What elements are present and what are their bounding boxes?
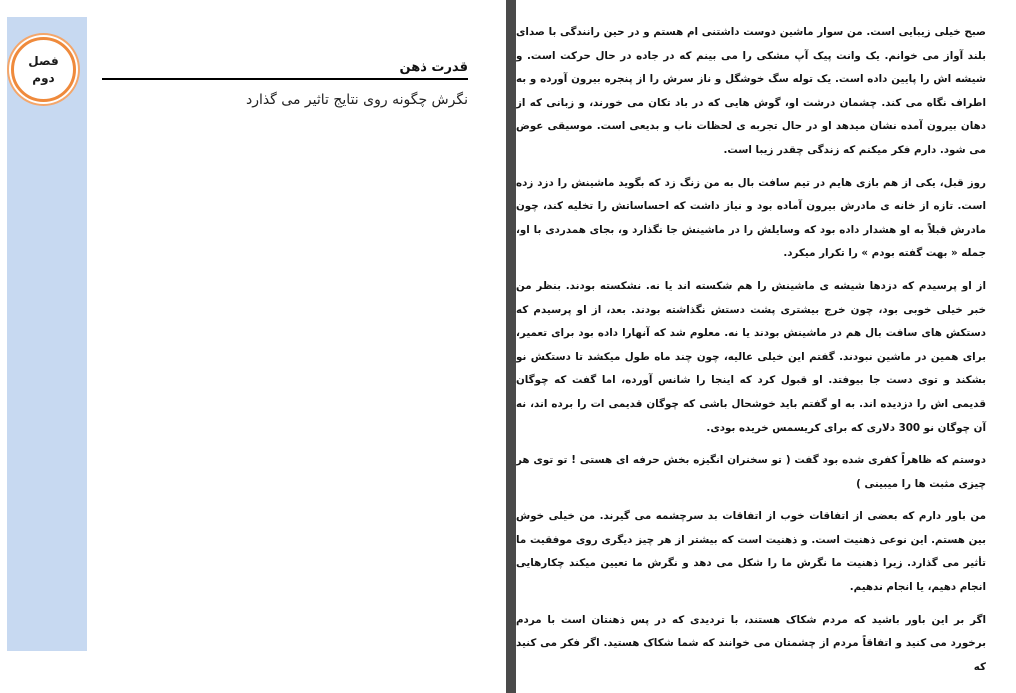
paragraph: دوستم که ظاهراً کفری شده بود گفت ( تو سخنران انگیزه بخش حرفه ای هستی ! تو توی هر چیزی مثبت ها را میبینی ) [516, 454, 986, 490]
chapter-badge-line-2: دوم [32, 70, 55, 85]
right-page [516, 0, 1016, 693]
chapter-badge [11, 37, 76, 102]
paragraph: اگر بر این باور باشید که مردم شکاک هستند، با تردیدی که در پس ذهنتان است با مردم برخورد می کنید و اتفاقاً مردم از چشمتان می خوانند که شما شکاک هستید. اگر فکر می کنید که [516, 613, 986, 673]
body-text [516, 21, 986, 688]
paragraph: از او پرسیدم که دزدها شیشه ی ماشینش را هم شکسته اند یا نه. نشکسته بودند. بنظر من خبر خیلی خوبی بود، چون خرج بیشتری پشت دستش نگذاشته بودند. بعد، از او پرسیدم که دستکش های سافت بال هم در ماشینش بودند یا نه. معلوم شد که آنهارا داده بود برای تعمیر، برای همین در ماشین نبودند. گفتم این خیلی عالیه، چون چند ماه طول میکشد تا دستکش نو بشکند و توی دست جا بیوفتد. او قبول کرد که اینجا را شانس آورده، اما گفت که چوگان قدیمی اش را دزدیده اند. به او گفتم باید خوشحال باشی که چوگان قدیمی ات را برده اند، نه آن چوگان نو 300 دلاری که برای کریسمس خریده بودی. [516, 279, 986, 434]
chapter-side-band [7, 17, 87, 651]
left-page [0, 0, 506, 693]
page-spine-divider [506, 0, 516, 693]
paragraph: صبح خیلی زیبایی است. من سوار ماشین دوست داشتنی ام هستم و در حین رانندگی با صدای بلند آواز می خوانم. یک وانت پیک آپ مشکی را می بینم که در جاده در حال حرکت است. و شیشه اش را پایین داده است. یک توله سگ خوشگل و ناز سرش را از پنجره بیرون آورده و به اطراف نگاه می کند. چشمان درشت او، گوش هایی که در باد تکان می خورند، و زبانی که از دهان بیرون آمده نشان میدهد او در حال تجربه ی لحظات ناب و بدیعی است. موسیقی عوض می شود. دارم فکر میکنم که زندگی چقدر زیبا است. [516, 26, 986, 156]
section-title: قدرت ذهن [102, 60, 468, 80]
paragraph: روز قبل، یکی از هم بازی هایم در تیم سافت بال به من زنگ زد که بگوید ماشینش را دزد زده است. تازه از خانه ی مادرش بیرون آماده بود و نیاز داشت که احساساتش را تخلیه کند، چون مادرش قبلاً به او هشدار داده بود که وسایلش را در ماشینش جا نگذارد و، بجای همدردی با او، جمله « بهت گفته بودم » را تکرار میکرد. [516, 176, 986, 260]
section-subtitle: نگرش چگونه روی نتایج تاثیر می گذارد [245, 92, 468, 108]
paragraph: من باور دارم که بعضی از اتفاقات خوب از اتفاقات بد سرچشمه می گیرند. من خیلی خوش بین هستم. این نوعی ذهنیت است. و ذهنیت است که بیشتر از هر چیز دیگری روی موفقیت ما تأثیر می گذارد. زیرا ذهنیت ما نگرش ما را شکل می دهد و نگرش ما تعیین میکند چکارهایی انجام دهیم، یا انجام ندهیم. [516, 510, 986, 594]
chapter-badge-line-1: فصل [28, 53, 59, 68]
